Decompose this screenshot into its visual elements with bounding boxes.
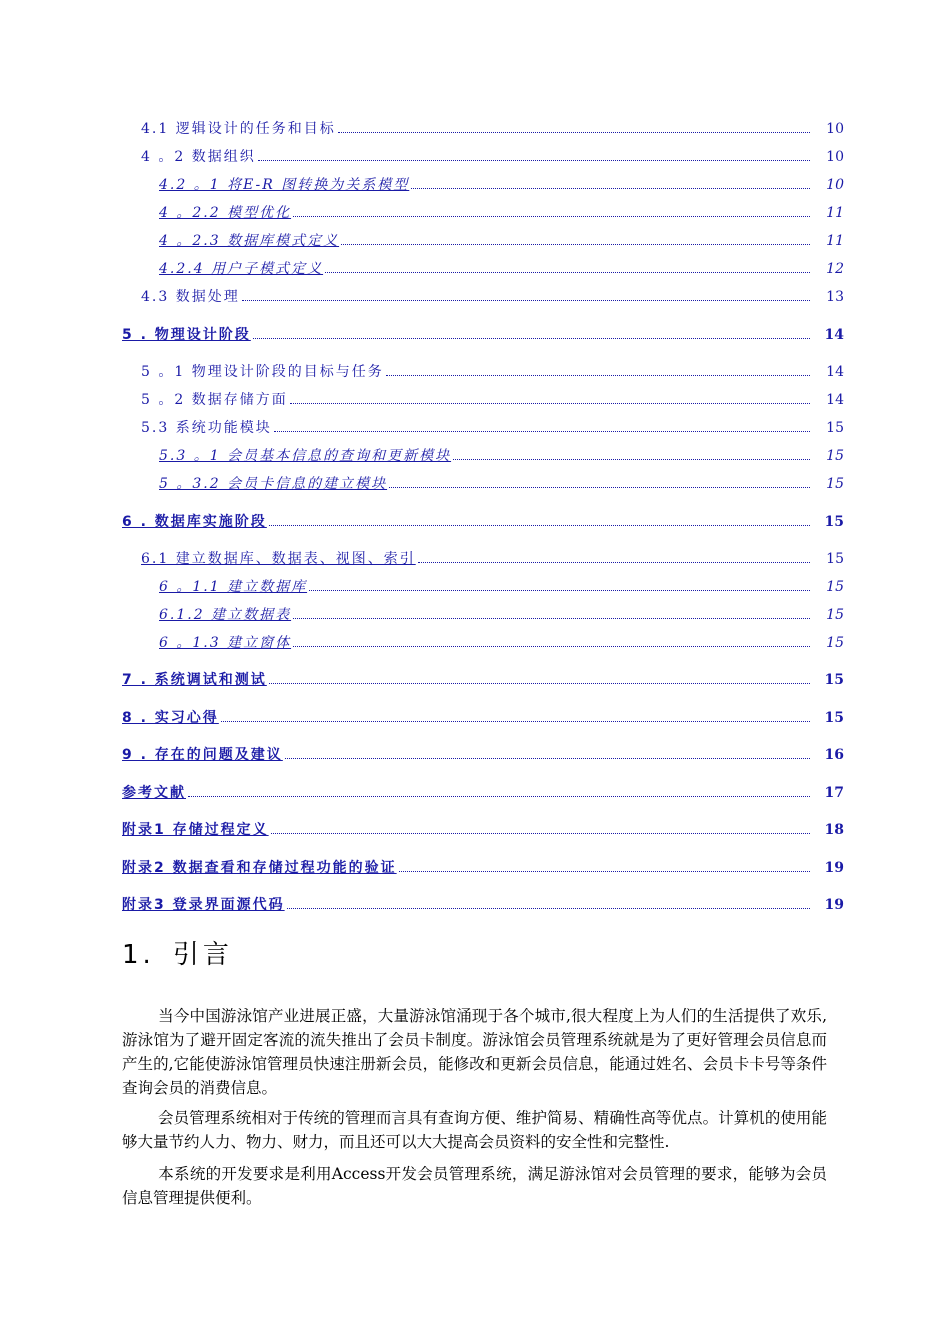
toc-entry-title: 参考文献 [122,785,186,801]
toc-leader [285,757,810,759]
body-paragraph [122,1162,827,1210]
toc-entry-4-2-3[interactable] [159,230,844,250]
toc-leader [269,682,810,684]
toc-entry-appendix-2[interactable] [122,857,844,877]
section-title: 引言 [172,940,233,970]
toc-entry-references[interactable] [122,782,844,802]
toc-entry-title: 4.2.4 用户子模式定义 [159,261,324,277]
toc-leader [399,870,810,872]
toc-entry-page: 13 [826,289,844,305]
toc-leader [293,215,810,217]
toc-entry-4-3[interactable] [141,286,844,306]
toc-entry-title: 4.2 。1 将E-R 图转换为关系模型 [159,177,410,193]
toc-entry-title: 7 . 系统调试和测试 [122,672,267,688]
toc-leader [341,243,810,245]
toc-entry-5[interactable] [122,324,844,344]
toc-leader [418,561,810,563]
toc-entry-page: 15 [826,448,844,464]
toc-leader [309,589,810,591]
toc-leader [293,617,810,619]
toc-entry-page: 18 [824,822,844,838]
toc-entry-5-1[interactable] [141,361,844,381]
toc-entry-title: 4 。2.2 模型优化 [159,205,292,221]
toc-leader [338,131,810,133]
toc-entry-4-2[interactable] [141,146,844,166]
paragraph-text: 本系统的开发要求是利用Access开发会员管理系统，满足游泳馆对会员管理的要求，能够为会员信息管理提供便利。 [122,1165,827,1207]
toc-entry-title: 6.1.2 建立数据表 [159,607,292,623]
toc-entry-title: 附录2 数据查看和存储过程功能的验证 [122,860,397,876]
body-paragraph [122,1106,827,1154]
toc-entry-9[interactable] [122,744,844,764]
toc-entry-page: 19 [824,860,844,876]
toc-leader [258,159,810,161]
toc-entry-page: 11 [826,233,844,249]
toc-entry-title: 6 . 数据库实施阶段 [122,514,267,530]
toc-leader [411,187,810,189]
toc-leader [293,645,810,647]
toc-entry-page: 15 [826,607,844,623]
toc-entry-title: 4 。2.3 数据库模式定义 [159,233,340,249]
toc-entry-page: 11 [826,205,844,221]
toc-entry-4-2-4[interactable] [159,258,844,278]
toc-entry-6-1-2[interactable] [159,604,844,624]
toc-entry-page: 15 [826,551,844,567]
toc-entry-title: 5 。2 数据存储方面 [141,392,288,408]
toc-entry-5-3[interactable] [141,417,844,437]
toc-leader [221,720,810,722]
toc-entry-title: 6 。1.1 建立数据库 [159,579,308,595]
toc-entry-page: 15 [826,579,844,595]
toc-entry-6-1-3[interactable] [159,632,844,652]
toc-leader [188,795,810,797]
toc-entry-title: 5 。1 物理设计阶段的目标与任务 [141,364,384,380]
toc-entry-title: 附录3 登录界面源代码 [122,897,285,913]
toc-entry-page: 10 [826,121,844,137]
toc-entry-title: 5 。3.2 会员卡信息的建立模块 [159,476,388,492]
toc-entry-title: 9 . 存在的问题及建议 [122,747,283,763]
toc-entry-page: 15 [826,476,844,492]
toc-leader [389,486,810,488]
toc-entry-4-2-2[interactable] [159,202,844,222]
body-paragraph [122,1004,827,1100]
toc-entry-6[interactable] [122,511,844,531]
toc-entry-8[interactable] [122,707,844,727]
toc-entry-page: 14 [826,392,844,408]
toc-entry-5-2[interactable] [141,389,844,409]
toc-entry-title: 5 . 物理设计阶段 [122,327,251,343]
section-heading [122,934,233,971]
toc-entry-page: 15 [826,420,844,436]
toc-entry-title: 4 。2 数据组织 [141,149,256,165]
toc-entry-7[interactable] [122,669,844,689]
toc-entry-title: 4.1 逻辑设计的任务和目标 [141,121,336,137]
toc-leader [253,337,810,339]
toc-entry-page: 17 [824,785,844,801]
toc-leader [271,832,810,834]
toc-leader [242,299,810,301]
toc-entry-4-2-1[interactable] [159,174,844,194]
toc-leader [453,458,810,460]
toc-entry-5-3-2[interactable] [159,473,844,493]
toc-entry-5-3-1[interactable] [159,445,844,465]
toc-entry-page: 10 [826,177,844,193]
toc-entry-6-1[interactable] [141,548,844,568]
toc-entry-page: 15 [826,635,844,651]
toc-leader [274,430,810,432]
toc-entry-page: 12 [826,261,844,277]
toc-entry-page: 15 [824,710,844,726]
toc-entry-appendix-1[interactable] [122,819,844,839]
toc-entry-4-1[interactable] [141,118,844,138]
toc-entry-page: 14 [824,327,844,343]
toc-entry-6-1-1[interactable] [159,576,844,596]
toc-entry-page: 16 [824,747,844,763]
toc-entry-title: 5.3 系统功能模块 [141,420,272,436]
toc-entry-appendix-3[interactable] [122,894,844,914]
toc-leader [386,374,810,376]
paragraph-text: 当今中国游泳馆产业进展正盛，大量游泳馆涌现于各个城市,很大程度上为人们的生活提供了欢乐,游泳馆为了避开固定客流的流失推出了会员卡制度。游泳馆会员管理系统就是为了更好管理会员信息而产生的,它能使游泳馆管理员快速注册新会员，能修改和更新会员信息，能通过姓名、会员卡卡号等条件查询会员的消费信息。 [122,1007,827,1097]
toc-entry-title: 6.1 建立数据库、数据表、视图、索引 [141,551,416,567]
toc-entry-title: 6 。1.3 建立窗体 [159,635,292,651]
toc-entry-title: 4.3 数据处理 [141,289,240,305]
paragraph-text: 会员管理系统相对于传统的管理而言具有查询方便、维护简易、精确性高等优点。计算机的使用能够大量节约人力、物力、财力，而且还可以大大提高会员资料的安全性和完整性. [122,1109,827,1151]
toc-entry-page: 15 [824,672,844,688]
toc-entry-title: 5.3 。1 会员基本信息的查询和更新模块 [159,448,452,464]
toc-entry-title: 附录1 存储过程定义 [122,822,269,838]
toc-leader [325,271,810,273]
toc-leader [269,524,810,526]
toc-leader [287,907,810,909]
toc-entry-page: 19 [824,897,844,913]
toc-leader [290,402,810,404]
toc-entry-title: 8 . 实习心得 [122,710,219,726]
toc-entry-page: 15 [824,514,844,530]
section-number: 1. [122,940,155,970]
toc-entry-page: 10 [826,149,844,165]
toc-entry-page: 14 [826,364,844,380]
